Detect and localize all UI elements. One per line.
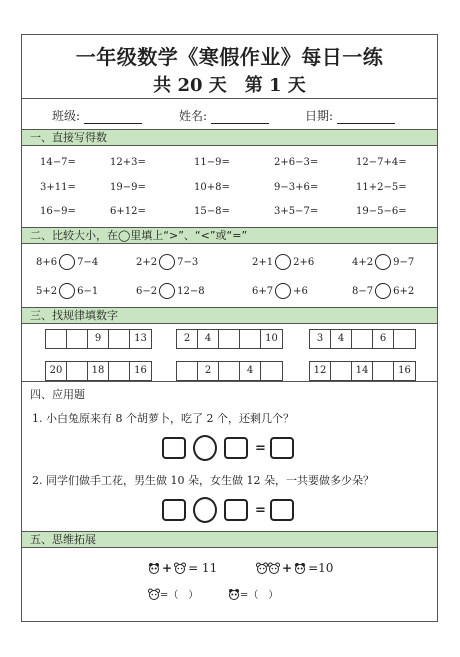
pattern-cell[interactable]: 16 [134,365,147,376]
pattern-cell[interactable]: 2 [177,330,198,348]
day-subtitle: 共 20 天 第 1 天 [153,75,306,96]
arithmetic-question: 3+5−7= [274,206,319,217]
left-expression: 6+7 [252,285,274,297]
arithmetic-question: 12+3= [110,157,146,168]
compare-circle[interactable] [375,283,391,299]
date-field[interactable]: 日期: [305,107,395,124]
right-expression: 2+6 [293,256,315,268]
compare-item [36,283,98,299]
arithmetic-question: 19−9= [110,182,146,193]
number-pattern-grid [45,361,152,381]
number-pattern-grid [176,361,283,381]
page-title: 一年级数学《寒假作业》每日一练 [75,45,384,69]
bear-icon [148,588,160,600]
section-header-4: 四、应用题 [30,388,85,401]
pattern-cell[interactable]: 9 [88,330,109,348]
compare-circle[interactable] [59,254,75,270]
pattern-cell[interactable]: 12 [310,362,331,380]
pattern-cell[interactable] [394,330,415,348]
left-expression: 2+2 [136,256,158,268]
puzzle-equation-1: + = 11 [148,561,217,575]
left-expression: 8−7 [352,285,374,297]
pattern-cell[interactable] [219,330,240,348]
pattern-cell[interactable]: 13 [134,333,147,344]
right-expression: +6 [293,285,308,297]
date-blank[interactable] [337,109,395,124]
pattern-cell[interactable]: 6 [373,330,394,348]
right-expression: 6−1 [77,285,99,297]
arithmetic-question: 9−3+6= [274,182,319,193]
section-header-2: 二、比较大小，在◯里填上“>”、“<”或“=” [22,227,437,244]
pattern-cell[interactable] [67,362,88,380]
section-header-1: 一、直接写得数 [22,129,437,146]
right-expression: 7−4 [77,256,99,268]
answer-shapes-2 [162,497,301,523]
panda-icon [228,588,240,600]
right-expression: 7−3 [177,256,199,268]
divider [22,381,437,382]
right-expression: 6+2 [393,285,415,297]
number-pattern-grid [309,361,416,381]
compare-item [136,254,198,270]
arithmetic-question: 6+12= [110,206,146,217]
compare-item [352,283,414,299]
section-header-3: 三、找规律填数字 [22,307,437,324]
right-expression: 9−7 [393,256,415,268]
pattern-cell[interactable] [109,362,130,380]
arithmetic-question: 19−5−6= [356,206,407,217]
compare-item [136,283,205,299]
compare-circle[interactable] [275,254,291,270]
pattern-cell[interactable] [331,362,352,380]
pattern-cell[interactable] [240,330,261,348]
arithmetic-question: 2+6−3= [274,157,319,168]
pattern-cell[interactable]: 4 [240,362,261,380]
answer-box[interactable] [224,499,248,521]
pattern-cell[interactable] [67,330,88,348]
pattern-cell[interactable] [177,362,198,380]
pattern-cell[interactable]: 4 [331,330,352,348]
pattern-cell[interactable] [109,330,130,348]
arithmetic-question: 11−9= [194,157,230,168]
left-expression: 8+6 [36,256,58,268]
pattern-cell[interactable]: 2 [198,362,219,380]
compare-item [36,254,98,270]
compare-circle[interactable] [159,283,175,299]
number-pattern-grid [45,329,152,349]
pattern-cell[interactable]: 4 [198,330,219,348]
answer-shapes-1 [162,435,301,461]
arithmetic-question: 3+11= [40,182,76,193]
bear-icon [174,562,186,574]
arithmetic-question: 16−9= [40,206,76,217]
left-expression: 4+2 [352,256,374,268]
arithmetic-question: 10+8= [194,182,230,193]
compare-circle[interactable] [159,254,175,270]
puzzle-answer-2: =（ ） [228,586,278,601]
number-pattern-grid [176,329,283,349]
pattern-cell[interactable] [352,330,373,348]
problem-1: 1. 小白兔原来有 8 个胡萝卜，吃了 2 个，还剩几个？ [32,412,294,425]
answer-box[interactable] [162,499,186,521]
answer-box[interactable] [270,437,294,459]
arithmetic-question: 14−7= [40,157,76,168]
operator-circle[interactable] [193,497,217,523]
pattern-cell[interactable]: 3 [310,330,331,348]
pattern-cell[interactable] [373,362,394,380]
divider [22,98,437,99]
section-header-5: 五、思维拓展 [22,531,437,548]
name-blank[interactable] [211,109,269,124]
compare-item [352,254,414,270]
compare-circle[interactable] [275,283,291,299]
pattern-cell[interactable] [219,362,240,380]
name-field[interactable]: 姓名: [179,107,269,124]
pattern-cell[interactable] [46,330,67,348]
class-blank[interactable] [84,109,142,124]
problem-2: 2. 同学们做手工花，男生做 10 朵，女生做 12 朵，一共要做多少朵？ [32,474,374,487]
equals-sign: = [255,502,266,518]
answer-box[interactable] [224,437,248,459]
pattern-cell[interactable] [261,362,282,380]
compare-item [252,254,314,270]
pattern-cell[interactable]: 18 [88,362,109,380]
worksheet [21,34,438,622]
arithmetic-question: 11+2−5= [356,182,407,193]
operator-circle[interactable] [193,435,217,461]
panda-icon [148,562,160,574]
compare-circle[interactable] [375,254,391,270]
puzzle-equation-2: + =10 [256,561,333,575]
answer-box[interactable] [270,499,294,521]
bear-icon [268,562,280,574]
pattern-cell[interactable]: 16 [398,365,411,376]
pattern-cell[interactable]: 20 [46,362,67,380]
class-field[interactable]: 班级: [52,107,142,124]
pattern-cell[interactable]: 14 [352,362,373,380]
arithmetic-question: 15−8= [194,206,230,217]
number-pattern-grid [309,329,416,349]
panda-icon [294,562,306,574]
left-expression: 5+2 [36,285,58,297]
arithmetic-question: 12−7+4= [356,157,407,168]
bear-icon [256,562,268,574]
right-expression: 12−8 [177,285,205,297]
equals-sign: = [255,440,266,456]
compare-item [252,283,308,299]
left-expression: 6−2 [136,285,158,297]
pattern-cell[interactable]: 10 [265,333,278,344]
puzzle-answer-1: =（ ） [148,586,198,601]
left-expression: 2+1 [252,256,274,268]
compare-circle[interactable] [59,283,75,299]
answer-box[interactable] [162,437,186,459]
